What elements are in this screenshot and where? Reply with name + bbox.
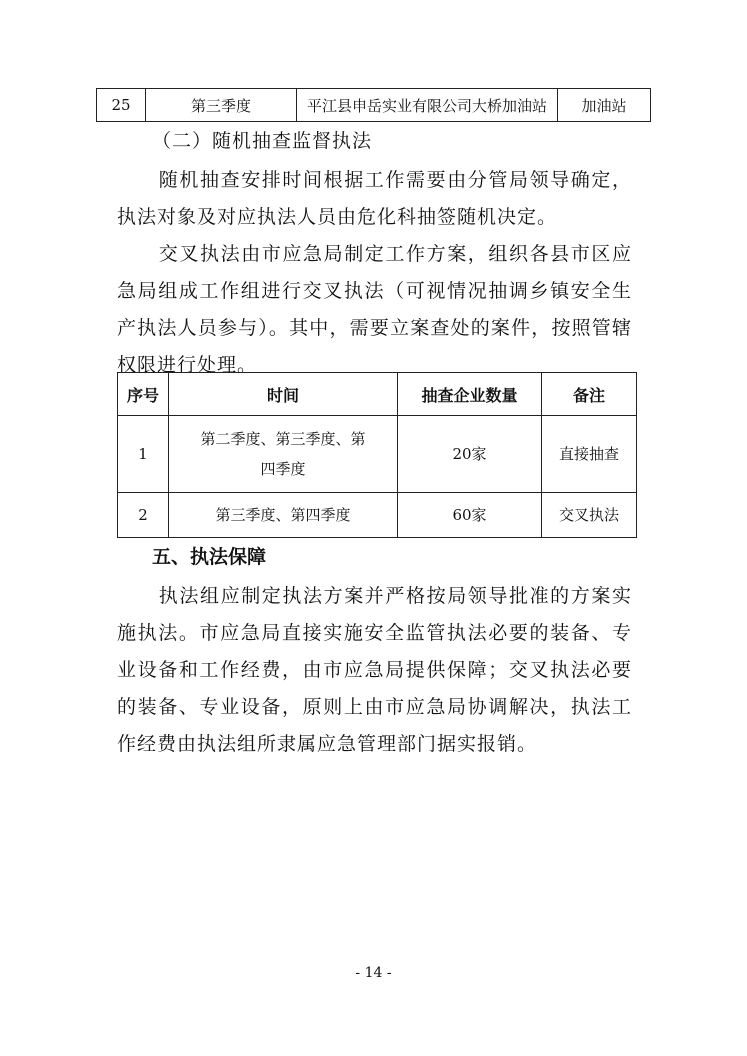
row-company: 平江县申岳实业有限公司大桥加油站	[297, 89, 558, 122]
header-time: 时间	[169, 373, 398, 416]
cell-count: 20家	[398, 416, 542, 493]
table-row	[118, 493, 637, 538]
cell-time: 第三季度、第四季度	[169, 493, 398, 538]
table-row	[118, 416, 637, 493]
header-note: 备注	[542, 373, 637, 416]
inspection-table-continued	[96, 88, 651, 122]
cell-no: 2	[118, 493, 169, 538]
cell-time	[169, 416, 398, 493]
header-no: 序号	[118, 373, 169, 416]
table-row	[97, 89, 651, 122]
table-header-row	[118, 373, 637, 416]
paragraph-guarantee: 执法组应制定执法方案并严格按局领导批准的方案实施执法。市应急局直接实施安全监管执法必要的装备、专业设备和工作经费，由市应急局提供保障；交叉执法必要的装备、专业设备，原则上由市应急局协调解决，执法工作经费由执法组所隶属应急管理部门据实报销。	[117, 585, 632, 755]
paragraph-random-schedule: 随机抽查安排时间根据工作需要由分管局领导确定，执法对象及对应执法人员由危化科抽签随机决定。	[117, 169, 632, 228]
row-quarter: 第三季度	[146, 89, 297, 122]
row-index: 25	[97, 89, 146, 122]
section-heading-guarantee: 五、执法保障	[152, 546, 267, 568]
header-count: 抽查企业数量	[398, 373, 542, 416]
section-heading-random-inspection: （二）随机抽查监督执法	[152, 130, 373, 152]
page-number: - 14 -	[355, 965, 392, 981]
cell-no: 1	[118, 416, 169, 493]
cell-time-text: 第二季度、第三季度、第四季度	[200, 430, 366, 478]
cell-count: 60家	[398, 493, 542, 538]
cell-note: 交叉执法	[542, 493, 637, 538]
paragraph-cross-enforcement: 交叉执法由市应急局制定工作方案，组织各县市区应急局组成工作组进行交叉执法（可视情况抽调乡镇安全生产执法人员参与）。其中，需要立案查处的案件，按照管辖权限进行处理。	[117, 243, 632, 376]
random-inspection-plan-table	[117, 372, 637, 538]
row-type: 加油站	[558, 89, 651, 122]
cell-note: 直接抽查	[542, 416, 637, 493]
